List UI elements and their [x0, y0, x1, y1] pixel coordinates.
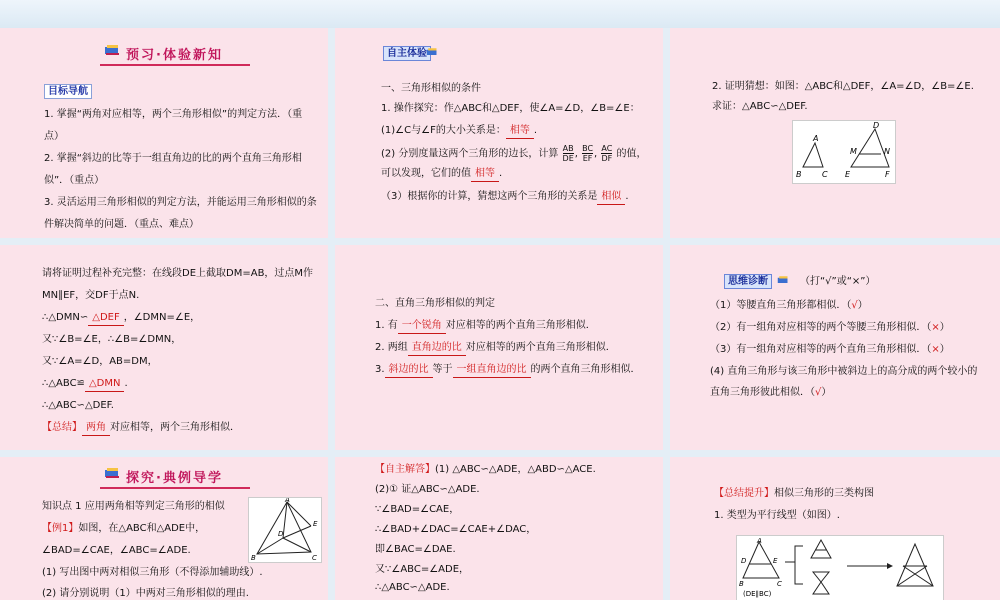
answer-hypotenuse-ratio: 斜边的比	[385, 363, 433, 378]
s6-item-1: （1）等腰直角三角形都相似．（√）	[710, 300, 868, 311]
point-e-label: E	[773, 557, 778, 565]
point-d-label: D	[278, 530, 284, 538]
tag-goal-navigation: 目标导航	[44, 84, 92, 99]
knowledge-point-1: 知识点 1 应用两角相等判定三角形的相似	[42, 501, 225, 512]
s9-type-1: 1. 类型为平行线型（如图）.	[714, 510, 840, 521]
goal-line-2: 点）	[44, 131, 64, 142]
s2-q2: (2) 分别度量这两个三角形的边长，计算 $\frac{AB}{DE}$ , $\frac{BC}{EF}$ , $\frac{AC}{DF}$ 的值，	[381, 144, 647, 163]
example-1-condition: ∠BAD=∠CAE，∠ABC=∠ADE.	[42, 545, 191, 556]
banner-underline	[100, 64, 250, 66]
goal-line-5: 3. 灵活运用三角形相似的判定方法，并能运用三角形相似的条	[44, 197, 317, 208]
s3-line-1: 2. 证明猜想：如图：△ABC和△DEF，∠A=∠D，∠B=∠E.	[712, 81, 974, 92]
banner-preview: 预习·体验新知	[126, 48, 223, 63]
slide-9[interactable]	[670, 457, 1000, 600]
book-icon	[104, 467, 120, 479]
mark-correct-1: √	[851, 300, 858, 311]
answer-two-angles: 两角	[82, 421, 110, 436]
s2-q1: (1)∠C与∠F的大小关系是： 相等 .	[381, 124, 537, 139]
answer-def: △DEF	[88, 311, 123, 326]
s4-summary: 【总结】 两角 对应相等，两个三角形相似．	[42, 421, 240, 436]
answer-dmn: △DMN	[85, 377, 125, 392]
slide-1[interactable]	[0, 28, 328, 238]
s2-q2-cont: 可以发现，它们的值 相等 .	[381, 167, 502, 182]
slide-4[interactable]	[0, 245, 328, 450]
s4-line-1: 请将证明过程补充完整：在线段DE上截取DM=AB，过点M作	[42, 268, 314, 279]
point-e-label: E	[313, 520, 318, 528]
example-1-q1: (1) 写出图中两对相似三角形（不得添加辅助线）.	[42, 567, 263, 578]
point-c-label: C	[312, 554, 317, 562]
point-n-label: N	[884, 147, 890, 156]
s9-summary-title: 【总结提升】相似三角形的三类构图	[714, 488, 874, 499]
mark-correct-4: √	[815, 387, 822, 398]
s3-line-2: 求证：△ABC∽△DEF.	[712, 101, 808, 112]
tag-thinking-diagnosis: 思维诊断	[724, 274, 772, 289]
s6-item-3: （3）有一组角对应相等的两个直角三角形相似．（×）	[710, 344, 950, 355]
s5-rule-3: 3. 斜边的比 等于 一组直角边的比 的两个直角三角形相似．	[375, 363, 641, 378]
top-band	[0, 0, 1000, 28]
goal-line-3: 2. 掌握“斜边的比等于一组直角边的比的两个直角三角形相	[44, 153, 302, 164]
s8-line-4: ∴∠BAD+∠DAC=∠CAE+∠DAC，	[375, 524, 537, 535]
slide-5[interactable]	[335, 245, 663, 450]
book-icon	[104, 44, 120, 56]
s6-item-2: （2）有一组角对应相等的两个等腰三角形相似．（×）	[710, 322, 950, 333]
goal-line-6: 件解决简单的问题．（重点、难点）	[44, 219, 199, 230]
answer-equal-1: 相等	[506, 124, 534, 139]
s4-line-6: ∴△ABC≌ △DMN .	[42, 377, 128, 392]
slide-7[interactable]	[0, 457, 328, 600]
fraction-ab-de: $\frac{AB}{DE}$	[562, 144, 574, 163]
answer-leg-ratio: 直角边的比	[408, 341, 466, 356]
goal-line-4: 似”．（重点）	[44, 175, 105, 186]
fraction-bc-ef: $\frac{BC}{EF}$	[582, 144, 594, 163]
point-d-label: D	[873, 121, 880, 130]
point-f-label: F	[885, 170, 890, 179]
s2-q3: （3）根据你的计算，猜想这两个三角形的关系是 相似 .	[381, 190, 629, 205]
mark-wrong-3: ×	[931, 344, 940, 355]
s8-line-3: ∵∠BAD=∠CAE，	[375, 504, 460, 515]
tag-self-experience: 自主体验	[383, 46, 431, 61]
example-1: 【例1】如图，在△ABC和△ADE中，	[42, 523, 206, 534]
slide-2[interactable]	[335, 28, 663, 238]
triangle-figure-svg	[793, 121, 895, 183]
point-d-label: D	[741, 557, 747, 565]
point-a-label: A	[285, 498, 290, 504]
parallel-figure-svg	[737, 536, 943, 600]
parallel-type-figure	[736, 535, 944, 600]
s8-line-5: 即∠BAC=∠DAE.	[375, 544, 456, 555]
answer-similar: 相似	[597, 190, 625, 205]
answer-equal-2: 相等	[471, 167, 499, 182]
s5-rule-2: 2. 两组 直角边的比 对应相等的两个直角三角形相似．	[375, 341, 616, 356]
s8-line-7: ∴△ABC∽△ADE.	[375, 582, 450, 593]
point-b-label: B	[251, 554, 256, 562]
slide-8[interactable]	[335, 457, 663, 600]
slide-3[interactable]	[670, 28, 1000, 238]
s5-heading: 二、直角三角形相似的判定	[375, 298, 495, 309]
s8-line-6: 又∵∠ABC=∠ADE，	[375, 564, 470, 575]
point-c-label: C	[822, 170, 828, 179]
s4-line-4: 又∵∠B=∠E，∴∠B=∠DMN，	[42, 334, 182, 345]
s8-answer-1: 【自主解答】(1) △ABC∽△ADE，△ABD∽△ACE.	[375, 464, 596, 475]
point-c-label: C	[777, 580, 782, 588]
similar-triangles-figure	[792, 120, 896, 184]
s4-line-3: ∴△DMN∽ △DEF ，∠DMN=∠E，	[42, 311, 200, 326]
s6-item-4: (4) 直角三角形与该三角形中被斜边上的高分成的两个较小的	[710, 366, 978, 377]
s5-rule-1: 1. 有 一个锐角 对应相等的两个直角三角形相似．	[375, 319, 596, 334]
point-a-label: A	[757, 537, 762, 545]
goal-line-1: 1. 掌握“两角对应相等，两个三角形相似”的判定方法．（重	[44, 109, 303, 120]
s6-hint: （打“√”或“×”）	[800, 276, 876, 287]
example-figure-svg	[249, 498, 321, 562]
s2-heading: 一、三角形相似的条件	[381, 83, 481, 94]
s2-step1: 1. 操作探究：作△ABC和△DEF，使∠A=∠D，∠B=∠E：	[381, 103, 640, 114]
example-figure	[248, 497, 322, 563]
s6-item-4-cont: 直角三角形彼此相似．（√）	[710, 387, 832, 398]
point-b-label: B	[739, 580, 744, 588]
s4-line-5: 又∵∠A=∠D，AB=DM，	[42, 356, 158, 367]
s8-line-2: (2)① 证△ABC∽△ADE.	[375, 484, 480, 495]
mark-wrong-2: ×	[931, 322, 940, 333]
parallel-condition-label: (DE∥BC)	[743, 590, 772, 598]
point-e-label: E	[845, 170, 851, 179]
banner-explore: 探究·典例导学	[126, 471, 223, 486]
point-a-label: A	[813, 134, 819, 143]
s4-line-7: ∴△ABC∽△DEF.	[42, 400, 114, 411]
point-m-label: M	[850, 147, 857, 156]
s4-line-2: MN∥EF，交DF于点N.	[42, 290, 140, 301]
example-1-q2: (2) 请分别说明（1）中两对三角形相似的理由.	[42, 588, 249, 599]
fraction-ac-df: $\frac{AC}{DF}$	[601, 144, 613, 163]
slide-6[interactable]	[670, 245, 1000, 450]
answer-acute-angle: 一个锐角	[398, 319, 446, 334]
book-icon	[426, 47, 438, 57]
answer-one-leg-ratio: 一组直角边的比	[453, 363, 531, 378]
banner-underline	[100, 487, 250, 489]
book-icon	[777, 275, 789, 285]
point-b-label: B	[796, 170, 802, 179]
